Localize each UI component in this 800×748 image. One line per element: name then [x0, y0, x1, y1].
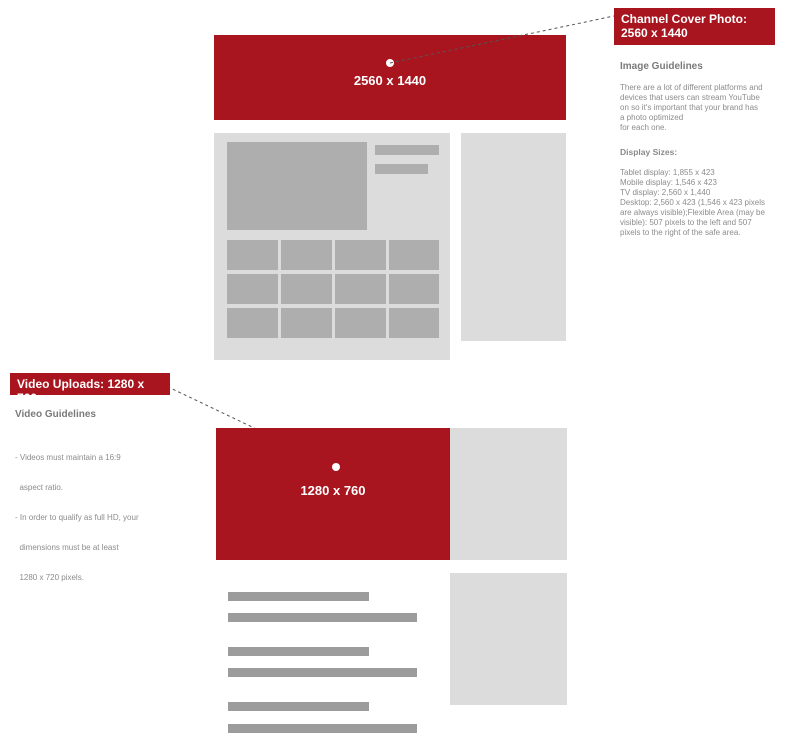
grid-thumbnail — [389, 240, 439, 270]
cover-size-label: 2560 x 1440 — [353, 73, 427, 88]
text-line-placeholder — [228, 613, 417, 622]
display-sizes-title: Display Sizes: — [620, 147, 678, 157]
cover-leader-line — [390, 16, 614, 63]
intro-line: on so it's important that your brand has — [620, 103, 759, 112]
video-guideline-line: 1280 x 720 pixels. — [15, 573, 84, 582]
intro-line: devices that users can stream YouTube — [620, 93, 760, 102]
text-line-placeholder — [228, 592, 369, 601]
video-anchor-dot — [332, 463, 340, 471]
video-size-label: 1280 x 760 — [300, 483, 366, 498]
text-line-placeholder — [228, 724, 417, 733]
grid-thumbnail — [335, 240, 386, 270]
grid-thumbnail — [281, 308, 332, 338]
display-line: are always visible);Flexible Area (may be — [620, 208, 765, 217]
display-line: pixels to the right of the safe area. — [620, 228, 741, 237]
featured-video-thumbnail — [227, 142, 367, 230]
display-line: visible): 507 pixels to the left and 507 — [620, 218, 752, 227]
grid-thumbnail — [227, 308, 278, 338]
grid-thumbnail — [389, 308, 439, 338]
display-line: Desktop: 2,560 x 423 (1,546 x 423 pixels — [620, 198, 765, 207]
grid-thumbnail — [227, 274, 278, 304]
video-callout: Video Uploads: 1280 x 760 — [10, 373, 170, 395]
image-guidelines-intro — [620, 83, 763, 133]
title-placeholder-bar — [375, 145, 439, 155]
video-guideline-line: dimensions must be at least — [15, 543, 119, 552]
display-line: Mobile display: 1,546 x 423 — [620, 178, 717, 187]
video-guideline-line: - In order to qualify as full HD, your — [15, 513, 139, 522]
intro-line: There are a lot of different platforms and — [620, 83, 763, 92]
video-guideline-line: - Videos must maintain a 16:9 — [15, 453, 121, 462]
display-sizes-list — [620, 168, 765, 238]
text-line-placeholder — [228, 702, 369, 711]
display-line: Tablet display: 1,855 x 423 — [620, 168, 715, 177]
text-line-placeholder — [228, 668, 417, 677]
video-player — [216, 428, 450, 560]
related-sidebar-panel — [450, 573, 567, 705]
image-guidelines-title: Image Guidelines — [620, 61, 703, 72]
grid-thumbnail — [227, 240, 278, 270]
channel-sidebar-panel — [461, 133, 566, 341]
cover-callout-line1: Channel Cover Photo: — [621, 12, 748, 26]
video-guideline-line: aspect ratio. — [15, 483, 64, 492]
grid-thumbnail — [335, 308, 386, 338]
display-line: TV display: 2,560 x 1,440 — [620, 188, 711, 197]
video-sidebar-panel — [450, 428, 567, 560]
grid-thumbnail — [335, 274, 386, 304]
cover-callout-line2: 2560 x 1440 — [621, 26, 688, 40]
text-line-placeholder — [228, 647, 369, 656]
intro-line: for each one. — [620, 123, 667, 132]
video-guidelines-list — [15, 433, 139, 593]
intro-line: a photo optimized — [620, 113, 684, 122]
video-guidelines-title: Video Guidelines — [15, 409, 96, 420]
subtitle-placeholder-bar — [375, 164, 428, 174]
grid-thumbnail — [281, 274, 332, 304]
grid-thumbnail — [281, 240, 332, 270]
grid-thumbnail — [389, 274, 439, 304]
